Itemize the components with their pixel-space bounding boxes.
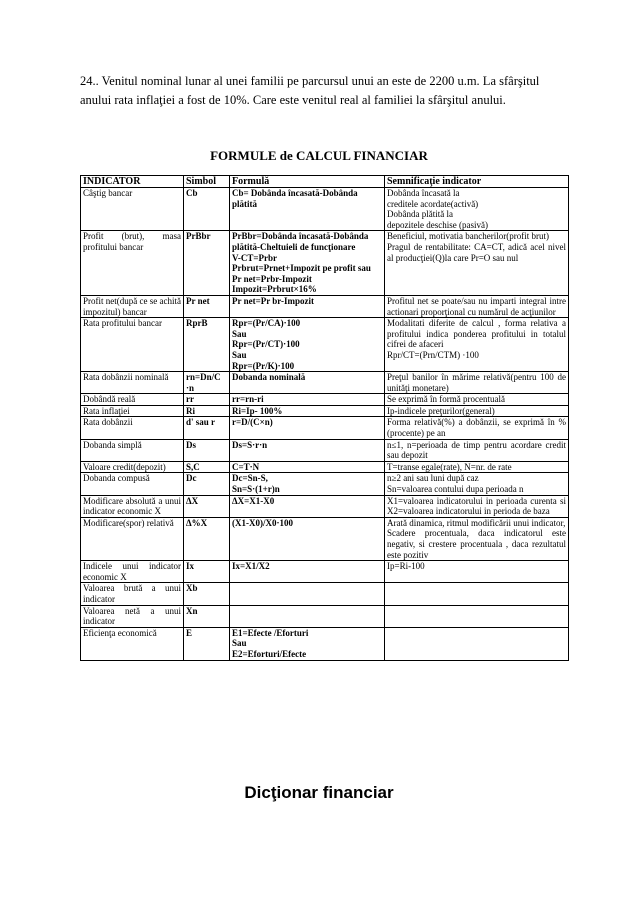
- cell-line: Eficienţa economică: [83, 627, 157, 638]
- cell-line: Profit (brut), masa profitului bancar: [83, 231, 181, 252]
- cell-line: Rata inflaţiei: [83, 405, 130, 416]
- cell-line: Dobânda încasată la: [387, 188, 460, 198]
- cell-line: Preţul banilor în mărime relativă(pentru 100 de unităţi monetare): [387, 372, 566, 393]
- cell-line: Scadere procentuala, daca indicatorul este negativ, si crestere procentuala , daca rezultatul este pozitiv: [387, 528, 566, 560]
- cell-meaning: [385, 461, 569, 473]
- cell-line: Profit net(după ce se achită impozitul) bancar: [83, 295, 181, 317]
- cell-line: Modificare absolută a unui indicator economic X: [83, 495, 181, 517]
- cell-formula: [230, 372, 385, 394]
- cell-line: rn=Dn/C: [186, 372, 221, 383]
- cell-formula: [230, 318, 385, 372]
- cell-line: Sn=S·(1+r)n: [232, 484, 280, 495]
- header-indicator: INDICATOR: [81, 176, 184, 188]
- cell-symbol: [184, 517, 230, 560]
- cell-line: Pr net: [186, 295, 210, 306]
- cell-indicator: [81, 295, 184, 317]
- cell-symbol: [184, 439, 230, 461]
- table-row: [81, 188, 569, 231]
- cell-indicator: [81, 517, 184, 560]
- cell-line: Dc=Sn-S,: [232, 473, 268, 484]
- cell-line: S,C: [186, 461, 200, 472]
- cell-line: E2=Eforturi/Efecte: [232, 648, 307, 659]
- financial-formulas-table: [80, 175, 569, 661]
- cell-meaning: [385, 295, 569, 317]
- cell-line: Sau: [232, 349, 247, 360]
- cell-meaning: [385, 231, 569, 296]
- cell-line: Dc: [186, 473, 197, 484]
- cell-meaning: [385, 372, 569, 394]
- table-row: [81, 439, 569, 461]
- cell-symbol: [184, 394, 230, 406]
- cell-meaning: [385, 561, 569, 583]
- problem-line-1: 24.. Venitul nominal lunar al unei familii pe parcursul unui an este de 2200 u.m. La sfârşitul: [80, 74, 540, 88]
- table-row: [81, 372, 569, 394]
- problem-statement: [80, 72, 570, 110]
- cell-line: rr: [186, 394, 194, 405]
- cell-symbol: [184, 627, 230, 660]
- table-row: [81, 394, 569, 406]
- cell-symbol: [184, 372, 230, 394]
- cell-formula: [230, 188, 385, 231]
- cell-line: depozitele deschise (pasivă): [387, 219, 488, 230]
- cell-line: Dobanda nominală: [232, 372, 306, 383]
- cell-line: Ip=Ri-100: [387, 561, 425, 572]
- cell-symbol: [184, 461, 230, 473]
- cell-line: Sau: [232, 328, 247, 339]
- cell-line: Ip-indicele preţurilor(general): [387, 405, 495, 416]
- cell-line: Se exprimă în formă procentuală: [387, 394, 505, 405]
- cell-line: Beneficiul, motivatia bancherilor(profit brut): [387, 231, 549, 242]
- cell-symbol: [184, 405, 230, 417]
- cell-line: Impozit=Prbrut×16%: [232, 284, 317, 295]
- cell-line: E: [186, 627, 193, 638]
- cell-formula: [230, 439, 385, 461]
- cell-line: Rpr=(Pr/K)·100: [232, 360, 295, 371]
- table-body: [81, 188, 569, 661]
- cell-line: Pr net=Pr br-Impozit: [232, 295, 314, 306]
- cell-line: ·n: [186, 382, 195, 393]
- cell-indicator: [81, 231, 184, 296]
- cell-line: Ri: [186, 405, 195, 416]
- table-row: [81, 495, 569, 517]
- cell-line: n≤1, n=perioada de timp pentru acordare credit sau depozit: [387, 439, 566, 461]
- cell-line: d' sau r: [186, 417, 216, 428]
- cell-symbol: [184, 605, 230, 627]
- table-row: [81, 461, 569, 473]
- table-title: FORMULE de CALCUL FINANCIAR: [210, 148, 428, 163]
- cell-meaning: [385, 188, 569, 231]
- cell-formula: [230, 605, 385, 627]
- table-row: [81, 605, 569, 627]
- table-row: [81, 318, 569, 372]
- cell-indicator: [81, 461, 184, 473]
- table-row: [81, 517, 569, 560]
- cell-indicator: [81, 417, 184, 439]
- cell-line: Indicele unui indicator economic X: [83, 561, 181, 582]
- cell-line: creditele acordate(activă): [387, 198, 479, 209]
- cell-line: V-CT=Prbr: [232, 252, 277, 263]
- cell-line: Valoarea brută a unui indicator: [83, 583, 181, 604]
- cell-formula: [230, 405, 385, 417]
- problem-line-2: anului rata inflaţiei a fost de 10%. Care este venitul real al familiei la sfârşitul anului.: [80, 93, 506, 107]
- cell-line: Ix: [186, 561, 195, 572]
- cell-meaning: [385, 605, 569, 627]
- cell-line: Xn: [186, 605, 198, 616]
- cell-line: Arată dinamica, ritmul modificării unui indicator,: [387, 517, 566, 528]
- cell-line: Rpr/CT=(Prn/CTM) ·100: [387, 349, 479, 360]
- cell-line: T=transe egale(rate), N=nr. de rate: [387, 461, 512, 472]
- cell-meaning: [385, 627, 569, 660]
- cell-line: Rpr=(Pr/CA)·100: [232, 318, 301, 329]
- cell-formula: [230, 394, 385, 406]
- cell-symbol: [184, 318, 230, 372]
- cell-symbol: [184, 495, 230, 517]
- cell-formula: [230, 231, 385, 296]
- cell-symbol: [184, 231, 230, 296]
- cell-indicator: [81, 495, 184, 517]
- table-header-row: [81, 176, 569, 188]
- cell-indicator: [81, 394, 184, 406]
- cell-formula: [230, 461, 385, 473]
- cell-line: PrBbr: [186, 231, 211, 242]
- cell-line: Prbrut=Prnet+Impozit pe profit sau Pr net=Prbr-Impozit: [232, 263, 371, 284]
- header-formula: Formulă: [230, 176, 385, 188]
- table-row: [81, 627, 569, 660]
- table-row: [81, 561, 569, 583]
- cell-meaning: [385, 405, 569, 417]
- cell-meaning: [385, 439, 569, 461]
- cell-meaning: [385, 417, 569, 439]
- cell-meaning: [385, 394, 569, 406]
- cell-symbol: [184, 417, 230, 439]
- cell-indicator: [81, 188, 184, 231]
- table-row: [81, 231, 569, 296]
- cell-formula: [230, 417, 385, 439]
- cell-meaning: [385, 517, 569, 560]
- table-row: [81, 405, 569, 417]
- cell-line: Forma relativă(%) a dobânzii, se exprimă în %(procente) pe an: [387, 417, 566, 439]
- table-row: [81, 583, 569, 605]
- cell-indicator: [81, 583, 184, 605]
- cell-line: ΔX=X1-X0: [232, 495, 275, 506]
- cell-line: Rata dobânzii nominală: [83, 372, 169, 383]
- table-row: [81, 417, 569, 439]
- cell-indicator: [81, 405, 184, 417]
- cell-line: Valoare credit(depozit): [83, 461, 166, 472]
- cell-line: Δ%X: [186, 517, 208, 528]
- cell-formula: [230, 473, 385, 495]
- cell-line: n≥2 ani sau luni după caz: [387, 473, 479, 484]
- cell-line: Dobanda compusă: [83, 473, 150, 484]
- cell-line: Dobanda simplă: [83, 439, 142, 450]
- cell-line: Modificare(spor) relativă: [83, 517, 174, 528]
- cell-indicator: [81, 473, 184, 495]
- cell-line: Cb: [186, 188, 198, 198]
- cell-line: RprB: [186, 318, 208, 329]
- cell-line: C=T·N: [232, 461, 260, 472]
- cell-formula: [230, 495, 385, 517]
- cell-line: Dobânda plătită la: [387, 209, 453, 220]
- cell-line: Rata dobânzii: [83, 417, 133, 428]
- cell-indicator: [81, 605, 184, 627]
- table-row: [81, 295, 569, 317]
- cell-line: Dobândă reală: [83, 394, 136, 405]
- cell-meaning: [385, 583, 569, 605]
- cell-indicator: [81, 627, 184, 660]
- cell-line: Cb= Dobânda încasată-Dobânda plătită: [232, 188, 358, 209]
- cell-formula: [230, 295, 385, 317]
- cell-line: Pragul de rentabilitate: CA=CT, adică acel nivel al producţiei(Q)la care Pr=O sau nul: [387, 241, 566, 263]
- cell-line: Rata profitului bancar: [83, 318, 162, 329]
- cell-symbol: [184, 583, 230, 605]
- cell-meaning: [385, 473, 569, 495]
- cell-meaning: [385, 495, 569, 517]
- cell-line: rr=rn-ri: [232, 394, 264, 405]
- cell-meaning: [385, 318, 569, 372]
- header-meaning: Semnificaţie indicator: [385, 176, 569, 188]
- cell-formula: [230, 627, 385, 660]
- cell-indicator: [81, 439, 184, 461]
- cell-symbol: [184, 188, 230, 231]
- header-symbol: Simbol: [184, 176, 230, 188]
- cell-line: Ix=X1/X2: [232, 561, 270, 572]
- cell-line: ΔX: [186, 495, 199, 506]
- cell-symbol: [184, 561, 230, 583]
- cell-symbol: [184, 473, 230, 495]
- cell-line: r=D/(C×n): [232, 417, 273, 428]
- cell-line: Valoarea netă a unui indicator: [83, 605, 181, 627]
- cell-formula: [230, 517, 385, 560]
- cell-line: (X1-X0)/X0·100: [232, 517, 293, 528]
- cell-formula: [230, 583, 385, 605]
- cell-indicator: [81, 372, 184, 394]
- cell-line: Profitul net se poate/sau nu imparti integral intre actionari proporţional cu numărul de acţiunilor: [387, 295, 566, 317]
- cell-formula: [230, 561, 385, 583]
- cell-line: Sau: [232, 638, 247, 649]
- cell-line: PrBbr=Dobânda încasată-Dobânda plătită-Cheltuieli de funcţionare: [232, 231, 369, 252]
- cell-indicator: [81, 561, 184, 583]
- cell-line: Modalitati diferite de calcul , forma relativa a profitului indica ponderea profitului in totalul cifrei de afaceri: [387, 318, 566, 350]
- cell-line: Ds: [186, 439, 197, 450]
- cell-symbol: [184, 295, 230, 317]
- cell-line: Rpr=(Pr/CT)·100: [232, 339, 300, 350]
- cell-line: Câştig bancar: [83, 188, 133, 198]
- dictionary-title: Dicţionar financiar: [244, 783, 394, 802]
- cell-line: Ri=Ip- 100%: [232, 405, 283, 416]
- cell-line: E1=Efecte /Eforturi: [232, 627, 309, 638]
- cell-indicator: [81, 318, 184, 372]
- cell-line: Xb: [186, 583, 198, 594]
- cell-line: Ds=S·r·n: [232, 439, 268, 450]
- cell-line: Sn=valoarea contului dupa perioada n: [387, 484, 524, 495]
- cell-line: X1=valoarea indicatorului in perioada curenta si X2=valoarea indicatorului in perioda de baza: [387, 495, 566, 517]
- table-row: [81, 473, 569, 495]
